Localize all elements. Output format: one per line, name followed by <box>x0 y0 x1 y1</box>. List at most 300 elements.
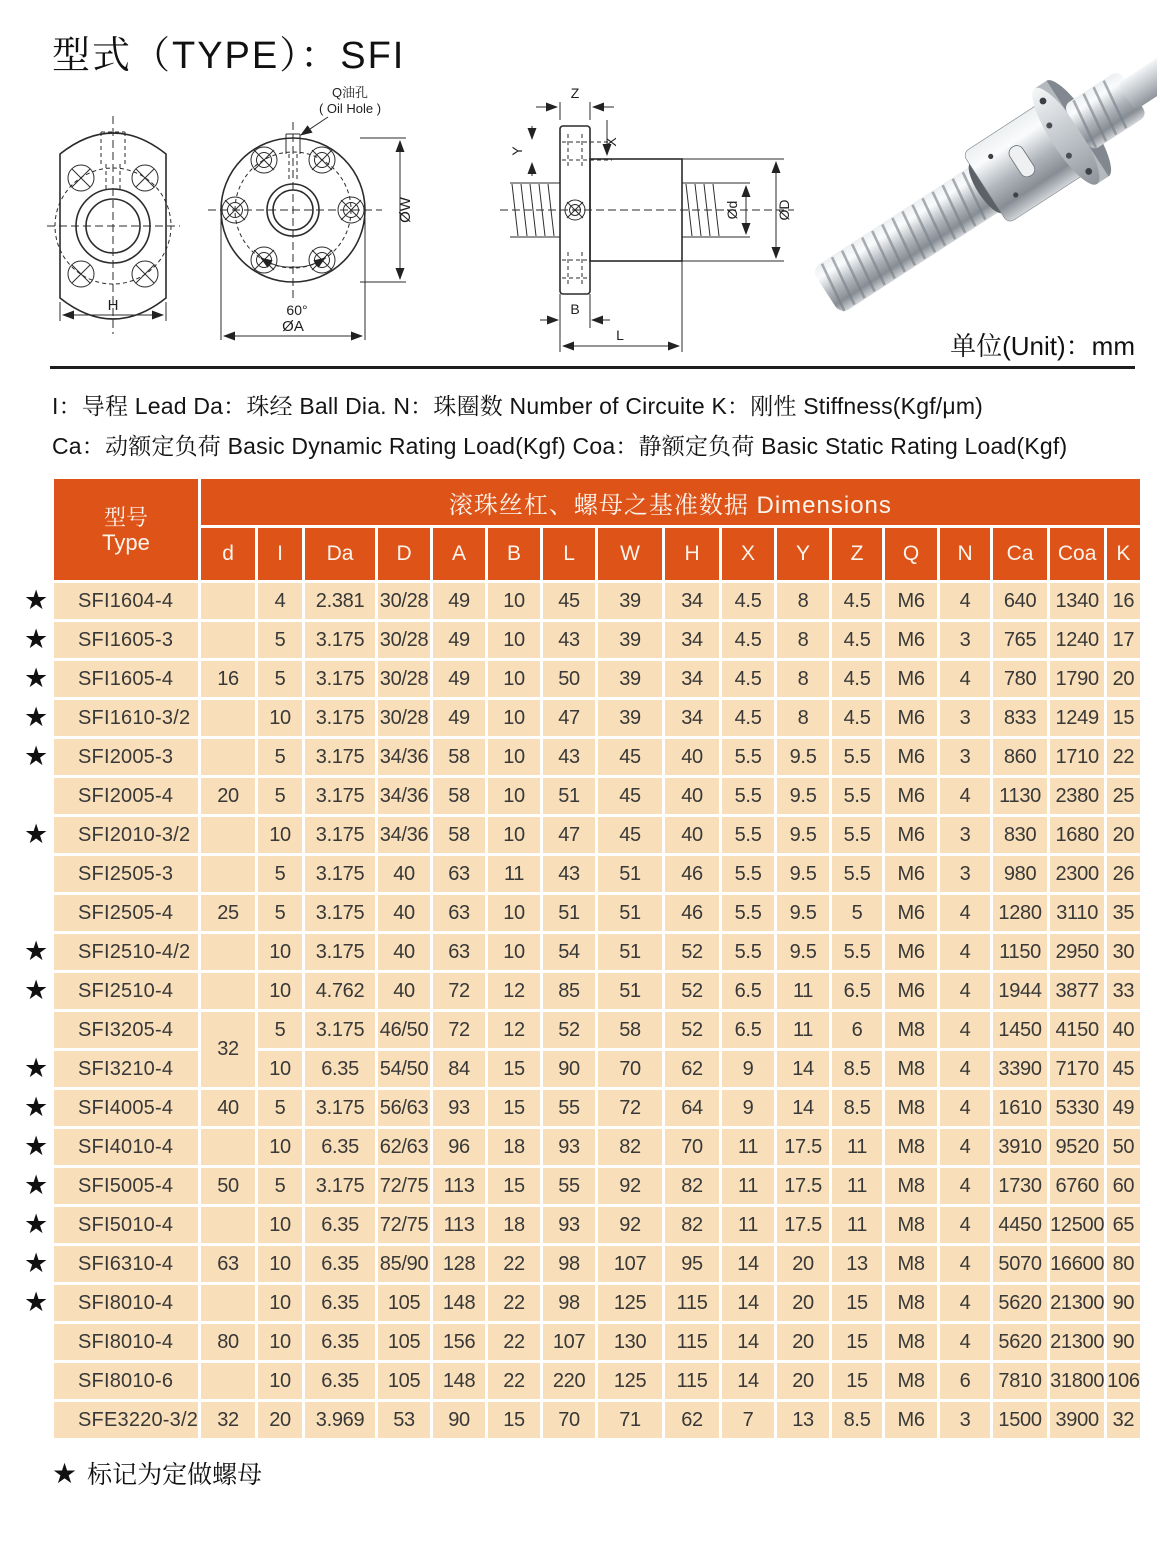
value-cell: 90 <box>433 1402 485 1438</box>
value-cell: 107 <box>598 1246 662 1282</box>
type-cell: SFI8010-6 <box>54 1363 198 1399</box>
value-cell: 1710 <box>1050 739 1104 775</box>
value-cell: 3 <box>940 856 990 892</box>
value-cell: 40 <box>378 895 430 931</box>
column-header: A <box>433 528 485 580</box>
value-cell: 34 <box>665 700 719 736</box>
value-cell: 10 <box>258 1207 302 1243</box>
dim-label-angle: 60° <box>286 302 308 318</box>
value-cell: 105 <box>378 1363 430 1399</box>
value-cell: 58 <box>433 778 485 814</box>
value-cell: M6 <box>885 661 937 697</box>
value-cell: 10 <box>258 700 302 736</box>
type-cell: SFI2010-3/2 <box>54 817 198 853</box>
table-row <box>21 1285 1140 1321</box>
value-cell: 4 <box>940 1012 990 1048</box>
column-header: I <box>258 528 302 580</box>
value-cell: 34/36 <box>378 778 430 814</box>
d-cell <box>201 973 255 1009</box>
value-cell: 5620 <box>993 1324 1047 1360</box>
value-cell: 82 <box>665 1168 719 1204</box>
dim-label-y: Y <box>509 146 525 156</box>
table-row <box>21 934 1140 970</box>
value-cell: 58 <box>598 1012 662 1048</box>
table-row <box>21 1129 1140 1165</box>
value-cell: M8 <box>885 1168 937 1204</box>
footnote-text: 标记为定做螺母 <box>87 1461 263 1489</box>
value-cell: 33 <box>1107 973 1139 1009</box>
star-marker: ★ <box>24 818 48 849</box>
value-cell: 15 <box>488 1402 540 1438</box>
value-cell: 3.175 <box>305 1090 375 1126</box>
dim-label-b: B <box>570 301 580 317</box>
value-cell: 9520 <box>1050 1129 1104 1165</box>
value-cell: 3.175 <box>305 739 375 775</box>
value-cell: 3 <box>940 1402 990 1438</box>
value-cell: M6 <box>885 856 937 892</box>
value-cell: 4.5 <box>832 661 882 697</box>
value-cell: 7 <box>722 1402 774 1438</box>
value-cell: 113 <box>433 1168 485 1204</box>
value-cell: M6 <box>885 583 937 619</box>
value-cell: 8.5 <box>832 1090 882 1126</box>
value-cell: 40 <box>665 817 719 853</box>
table-row <box>21 1363 1140 1399</box>
value-cell: 2.381 <box>305 583 375 619</box>
value-cell: M6 <box>885 700 937 736</box>
value-cell: 55 <box>543 1090 595 1126</box>
value-cell: 63 <box>433 856 485 892</box>
value-cell: 13 <box>832 1246 882 1282</box>
dimensions-table-wrap <box>18 476 1143 1441</box>
value-cell: 7810 <box>993 1363 1047 1399</box>
divider-line <box>50 366 1135 369</box>
oil-hole-label-en: ( Oil Hole ) <box>318 101 382 116</box>
value-cell: 780 <box>993 661 1047 697</box>
value-cell: 3 <box>940 739 990 775</box>
value-cell: M8 <box>885 1324 937 1360</box>
value-cell: 30/28 <box>378 661 430 697</box>
value-cell: 13 <box>777 1402 829 1438</box>
value-cell: 40 <box>378 934 430 970</box>
value-cell: 980 <box>993 856 1047 892</box>
value-cell: 15 <box>488 1090 540 1126</box>
table-row <box>21 1402 1140 1438</box>
column-header: Y <box>777 528 829 580</box>
value-cell: 72/75 <box>378 1168 430 1204</box>
value-cell: 11 <box>722 1168 774 1204</box>
value-cell: 90 <box>543 1051 595 1087</box>
value-cell: 39 <box>598 661 662 697</box>
value-cell: 1240 <box>1050 622 1104 658</box>
value-cell: 3.175 <box>305 934 375 970</box>
d-cell: 80 <box>201 1324 255 1360</box>
d-cell <box>201 1363 255 1399</box>
value-cell: 8.5 <box>832 1402 882 1438</box>
value-cell: 1150 <box>993 934 1047 970</box>
table-row <box>21 1090 1140 1126</box>
value-cell: 9.5 <box>777 934 829 970</box>
value-cell: 31800 <box>1050 1363 1104 1399</box>
value-cell: 2300 <box>1050 856 1104 892</box>
value-cell: M8 <box>885 1207 937 1243</box>
star-empty <box>21 778 51 814</box>
value-cell: 52 <box>543 1012 595 1048</box>
value-cell: 4 <box>940 1324 990 1360</box>
value-cell: 30/28 <box>378 583 430 619</box>
value-cell: M6 <box>885 778 937 814</box>
type-cell: SFI1605-4 <box>54 661 198 697</box>
value-cell: 46/50 <box>378 1012 430 1048</box>
value-cell: 4450 <box>993 1207 1047 1243</box>
value-cell: 58 <box>433 817 485 853</box>
d-cell <box>201 1129 255 1165</box>
value-cell: 56/63 <box>378 1090 430 1126</box>
star-marker: ★ <box>24 740 48 771</box>
column-header: Q <box>885 528 937 580</box>
value-cell: 1790 <box>1050 661 1104 697</box>
value-cell: 62 <box>665 1051 719 1087</box>
value-cell: 85/90 <box>378 1246 430 1282</box>
value-cell: 3877 <box>1050 973 1104 1009</box>
value-cell: 16600 <box>1050 1246 1104 1282</box>
value-cell: 46 <box>665 856 719 892</box>
value-cell: 4 <box>940 1207 990 1243</box>
value-cell: 14 <box>777 1090 829 1126</box>
value-cell: 11 <box>722 1207 774 1243</box>
value-cell: 1280 <box>993 895 1047 931</box>
value-cell: 115 <box>665 1363 719 1399</box>
value-cell: 5620 <box>993 1285 1047 1321</box>
value-cell: 15 <box>832 1285 882 1321</box>
value-cell: 51 <box>543 778 595 814</box>
dim-label-phi-d: Ød <box>724 200 740 220</box>
star-empty <box>21 1012 51 1048</box>
star-marker: ★ <box>24 1208 48 1239</box>
value-cell: 20 <box>1107 817 1139 853</box>
value-cell: 22 <box>488 1246 540 1282</box>
type-cell: SFI8010-4 <box>54 1324 198 1360</box>
value-cell: 6.5 <box>832 973 882 1009</box>
value-cell: 53 <box>378 1402 430 1438</box>
value-cell: 9.5 <box>777 778 829 814</box>
value-cell: 3.175 <box>305 817 375 853</box>
value-cell: 20 <box>777 1246 829 1282</box>
column-header: Da <box>305 528 375 580</box>
value-cell: M6 <box>885 895 937 931</box>
value-cell: 30/28 <box>378 700 430 736</box>
value-cell: M8 <box>885 1363 937 1399</box>
legend-line-1: I：导程 Lead Da：珠经 Ball Dia. N：珠圈数 Number of Circuite K：刚性 Stiffness(Kgf/μm) <box>52 393 984 419</box>
value-cell: 40 <box>378 856 430 892</box>
value-cell: 128 <box>433 1246 485 1282</box>
value-cell: 4 <box>940 1090 990 1126</box>
value-cell: 10 <box>488 700 540 736</box>
star-empty <box>21 856 51 892</box>
d-cell: 63 <box>201 1246 255 1282</box>
type-cell: SFI2505-3 <box>54 856 198 892</box>
value-cell: 11 <box>832 1168 882 1204</box>
value-cell: 14 <box>722 1324 774 1360</box>
value-cell: 5 <box>258 622 302 658</box>
d-cell <box>201 934 255 970</box>
star-empty <box>21 1324 51 1360</box>
dimensions-group-header: 滚珠丝杠、螺母之基准数据 Dimensions <box>201 479 1140 525</box>
d-cell <box>201 622 255 658</box>
value-cell: 4 <box>940 778 990 814</box>
value-cell: 9.5 <box>777 856 829 892</box>
d-cell: 32 <box>201 1402 255 1438</box>
value-cell: 4 <box>940 934 990 970</box>
value-cell: 34 <box>665 583 719 619</box>
type-column-header <box>54 479 198 580</box>
value-cell: 92 <box>598 1168 662 1204</box>
value-cell: 22 <box>488 1285 540 1321</box>
table-row <box>21 778 1140 814</box>
value-cell: 64 <box>665 1090 719 1126</box>
value-cell: 765 <box>993 622 1047 658</box>
value-cell: 3.175 <box>305 700 375 736</box>
star-column-header <box>21 479 51 580</box>
star-marker: ★ <box>24 1091 48 1122</box>
d-cell: 25 <box>201 895 255 931</box>
value-cell: 4.5 <box>832 700 882 736</box>
dim-label-phi-a: ØA <box>282 318 304 335</box>
value-cell: 12500 <box>1050 1207 1104 1243</box>
value-cell: 39 <box>598 700 662 736</box>
value-cell: 3.175 <box>305 661 375 697</box>
value-cell: 45 <box>543 583 595 619</box>
value-cell: 5.5 <box>832 739 882 775</box>
d-cell: 50 <box>201 1168 255 1204</box>
value-cell: 4.762 <box>305 973 375 1009</box>
value-cell: 833 <box>993 700 1047 736</box>
d-cell: 40 <box>201 1090 255 1126</box>
value-cell: 6.35 <box>305 1051 375 1087</box>
value-cell: 18 <box>488 1207 540 1243</box>
value-cell: 10 <box>488 817 540 853</box>
value-cell: 148 <box>433 1363 485 1399</box>
value-cell: 50 <box>543 661 595 697</box>
value-cell: 220 <box>543 1363 595 1399</box>
d-cell <box>201 1207 255 1243</box>
value-cell: 43 <box>543 856 595 892</box>
table-row <box>21 1246 1140 1282</box>
value-cell: 1944 <box>993 973 1047 1009</box>
value-cell: M6 <box>885 973 937 1009</box>
value-cell: 6.35 <box>305 1246 375 1282</box>
value-cell: 125 <box>598 1285 662 1321</box>
value-cell: 98 <box>543 1246 595 1282</box>
value-cell: 93 <box>433 1090 485 1126</box>
value-cell: 113 <box>433 1207 485 1243</box>
type-cell: SFI1610-3/2 <box>54 700 198 736</box>
value-cell: 10 <box>488 661 540 697</box>
page-title: 型式（TYPE）：SFI <box>52 35 406 77</box>
value-cell: 58 <box>433 739 485 775</box>
value-cell: 10 <box>258 934 302 970</box>
value-cell: 5 <box>258 1090 302 1126</box>
value-cell: 14 <box>722 1363 774 1399</box>
value-cell: 5 <box>258 778 302 814</box>
value-cell: 14 <box>722 1285 774 1321</box>
value-cell: 9 <box>722 1051 774 1087</box>
value-cell: 93 <box>543 1207 595 1243</box>
value-cell: 8.5 <box>832 1051 882 1087</box>
value-cell: M6 <box>885 817 937 853</box>
ballscrew-photo <box>812 40 1157 345</box>
value-cell: 9.5 <box>777 817 829 853</box>
value-cell: 10 <box>258 1324 302 1360</box>
value-cell: 51 <box>598 895 662 931</box>
value-cell: 4 <box>940 1285 990 1321</box>
value-cell: 20 <box>1107 661 1139 697</box>
value-cell: 10 <box>258 1363 302 1399</box>
value-cell: 4 <box>940 895 990 931</box>
value-cell: 45 <box>598 778 662 814</box>
value-cell: 4.5 <box>722 700 774 736</box>
value-cell: 1610 <box>993 1090 1047 1126</box>
star-marker: ★ <box>24 1052 48 1083</box>
column-header: L <box>543 528 595 580</box>
value-cell: 71 <box>598 1402 662 1438</box>
dim-label-x: X <box>603 137 619 147</box>
value-cell: 115 <box>665 1324 719 1360</box>
value-cell: 107 <box>543 1324 595 1360</box>
value-cell: 32 <box>1107 1402 1139 1438</box>
value-cell: 5.5 <box>722 817 774 853</box>
d-cell: 20 <box>201 778 255 814</box>
value-cell: 85 <box>543 973 595 1009</box>
d-cell <box>201 817 255 853</box>
value-cell: 22 <box>488 1324 540 1360</box>
value-cell: 40 <box>665 739 719 775</box>
value-cell: 15 <box>1107 700 1139 736</box>
value-cell: 3110 <box>1050 895 1104 931</box>
column-header: H <box>665 528 719 580</box>
value-cell: 15 <box>832 1324 882 1360</box>
value-cell: 115 <box>665 1285 719 1321</box>
value-cell: 3 <box>940 622 990 658</box>
value-cell: 65 <box>1107 1207 1139 1243</box>
value-cell: 6.35 <box>305 1129 375 1165</box>
value-cell: 26 <box>1107 856 1139 892</box>
value-cell: 52 <box>665 973 719 1009</box>
value-cell: 6.35 <box>305 1285 375 1321</box>
star-marker: ★ <box>24 623 48 654</box>
footnote <box>52 1455 262 1491</box>
value-cell: 10 <box>258 1129 302 1165</box>
type-cell: SFI1604-4 <box>54 583 198 619</box>
value-cell: 6.35 <box>305 1363 375 1399</box>
value-cell: 40 <box>665 778 719 814</box>
value-cell: 1500 <box>993 1402 1047 1438</box>
value-cell: 17.5 <box>777 1207 829 1243</box>
value-cell: M6 <box>885 739 937 775</box>
value-cell: 63 <box>433 934 485 970</box>
value-cell: 6.35 <box>305 1324 375 1360</box>
d-cell <box>201 856 255 892</box>
column-header: d <box>201 528 255 580</box>
value-cell: M8 <box>885 1285 937 1321</box>
star-marker: ★ <box>24 662 48 693</box>
type-header-en: Type <box>102 529 150 555</box>
value-cell: 8 <box>777 700 829 736</box>
type-cell: SFI4010-4 <box>54 1129 198 1165</box>
value-cell: 10 <box>488 934 540 970</box>
value-cell: 72 <box>433 1012 485 1048</box>
value-cell: 47 <box>543 700 595 736</box>
value-cell: 3.175 <box>305 778 375 814</box>
value-cell: 5.5 <box>722 934 774 970</box>
value-cell: 3 <box>940 817 990 853</box>
oil-hole-label-cn: Q油孔 <box>331 85 369 100</box>
value-cell: 92 <box>598 1207 662 1243</box>
type-cell: SFI3210-4 <box>54 1051 198 1087</box>
value-cell: 105 <box>378 1285 430 1321</box>
value-cell: 43 <box>543 739 595 775</box>
value-cell: 10 <box>488 778 540 814</box>
value-cell: 6 <box>940 1363 990 1399</box>
value-cell: M8 <box>885 1129 937 1165</box>
star-marker: ★ <box>24 935 48 966</box>
value-cell: 49 <box>433 661 485 697</box>
value-cell: 72 <box>598 1090 662 1126</box>
value-cell: 70 <box>598 1051 662 1087</box>
value-cell: 10 <box>488 739 540 775</box>
type-header-cn: 型号 <box>104 504 149 530</box>
star-marker: ★ <box>24 1130 48 1161</box>
star-empty <box>21 895 51 931</box>
value-cell: 4 <box>940 973 990 1009</box>
value-cell: 4 <box>940 1246 990 1282</box>
value-cell: 5.5 <box>722 895 774 931</box>
value-cell: 3900 <box>1050 1402 1104 1438</box>
value-cell: 148 <box>433 1285 485 1321</box>
flange-front-diagram <box>200 78 460 353</box>
value-cell: 11 <box>488 856 540 892</box>
value-cell: 10 <box>488 583 540 619</box>
value-cell: 63 <box>433 895 485 931</box>
value-cell: 5.5 <box>722 856 774 892</box>
value-cell: 6 <box>832 1012 882 1048</box>
star-icon: ★ <box>52 1458 78 1489</box>
value-cell: 5.5 <box>832 856 882 892</box>
value-cell: 125 <box>598 1363 662 1399</box>
star-marker: ★ <box>24 1247 48 1278</box>
value-cell: 1450 <box>993 1012 1047 1048</box>
value-cell: 11 <box>722 1129 774 1165</box>
value-cell: 1680 <box>1050 817 1104 853</box>
table-row <box>21 700 1140 736</box>
value-cell: 9 <box>722 1090 774 1126</box>
value-cell: 49 <box>433 700 485 736</box>
value-cell: 1730 <box>993 1168 1047 1204</box>
value-cell: 34/36 <box>378 817 430 853</box>
value-cell: 3.175 <box>305 895 375 931</box>
value-cell: 40 <box>1107 1012 1139 1048</box>
value-cell: 10 <box>488 895 540 931</box>
type-cell: SFI2510-4 <box>54 973 198 1009</box>
table-row <box>21 1207 1140 1243</box>
value-cell: 7170 <box>1050 1051 1104 1087</box>
star-empty <box>21 1363 51 1399</box>
value-cell: 4.5 <box>722 661 774 697</box>
value-cell: 90 <box>1107 1324 1139 1360</box>
dim-label-z: Z <box>570 85 580 101</box>
type-cell: SFI5005-4 <box>54 1168 198 1204</box>
value-cell: 9.5 <box>777 895 829 931</box>
